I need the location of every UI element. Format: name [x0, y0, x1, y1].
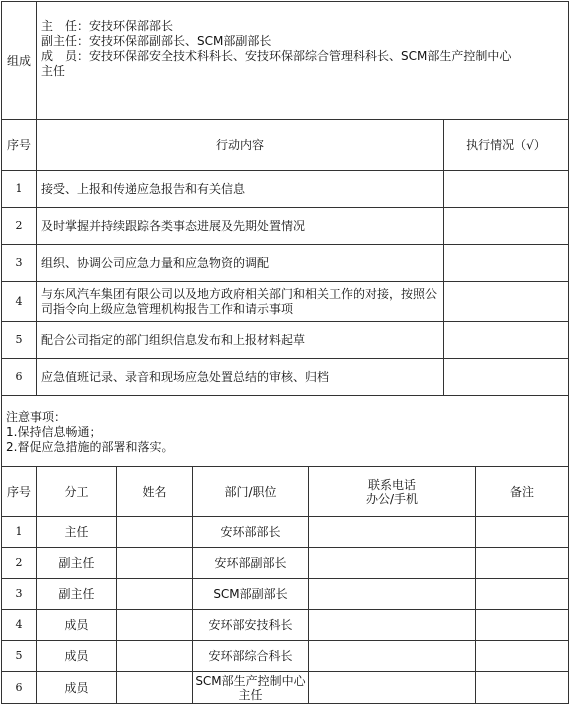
table-row [2, 548, 569, 579]
contacts-remark-header: 备注 [476, 467, 569, 517]
action-status-cell[interactable] [444, 282, 569, 322]
action-seq: 5 [2, 322, 37, 359]
contact-phone-cell[interactable] [309, 579, 476, 610]
contact-role: 副主任 [37, 548, 117, 579]
table-row [2, 672, 569, 704]
action-content: 与东风汽车集团有限公司以及地方政府相关部门和相关工作的对接，按照公司指令向上级应急管理机构报告工作和请示事项 [37, 282, 444, 322]
action-seq: 6 [2, 359, 37, 396]
note-item: 2.督促应急措施的部署和落实。 [6, 440, 174, 454]
note-item: 1.保持信息畅通； [6, 425, 102, 439]
contact-seq: 5 [2, 641, 37, 672]
action-status-cell[interactable] [444, 171, 569, 208]
contact-dept: 安环部安技科长 [193, 610, 309, 641]
contact-remark-cell[interactable] [476, 579, 569, 610]
action-status-cell[interactable] [444, 359, 569, 396]
contact-dept: 安环部综合科长 [193, 641, 309, 672]
emergency-response-form [1, 1, 568, 702]
action-seq: 1 [2, 171, 37, 208]
membership-members [37, 2, 569, 120]
contact-name-cell[interactable] [117, 610, 193, 641]
actions-seq-header: 序号 [2, 120, 37, 171]
membership-table [1, 1, 569, 120]
contact-phone-cell[interactable] [309, 672, 476, 704]
action-seq: 2 [2, 208, 37, 245]
table-row [2, 171, 569, 208]
action-content: 应急值班记录、录音和现场应急处置总结的审核、归档 [37, 359, 444, 396]
contact-dept: SCM部副部长 [193, 579, 309, 610]
notes-cell [2, 396, 569, 467]
action-seq: 4 [2, 282, 37, 322]
contact-phone-cell[interactable] [309, 641, 476, 672]
contact-remark-cell[interactable] [476, 672, 569, 704]
action-status-cell[interactable] [444, 208, 569, 245]
contacts-role-header: 分工 [37, 467, 117, 517]
contact-role: 主任 [37, 517, 117, 548]
table-row [2, 517, 569, 548]
actions-header-row [2, 120, 569, 171]
table-row [2, 641, 569, 672]
action-content: 接受、上报和传递应急报告和有关信息 [37, 171, 444, 208]
contact-role: 成员 [37, 610, 117, 641]
contact-phone-cell[interactable] [309, 517, 476, 548]
contact-role: 成员 [37, 672, 117, 704]
contact-seq: 3 [2, 579, 37, 610]
action-content: 配合公司指定的部门组织信息发布和上报材料起草 [37, 322, 444, 359]
membership-label: 组成 [2, 2, 37, 120]
table-row [2, 610, 569, 641]
contact-remark-cell[interactable] [476, 548, 569, 579]
contact-name-cell[interactable] [117, 641, 193, 672]
table-row [2, 359, 569, 396]
contacts-name-header: 姓名 [117, 467, 193, 517]
table-row [2, 322, 569, 359]
contacts-dept-header: 部门/职位 [193, 467, 309, 517]
contact-seq: 6 [2, 672, 37, 704]
contact-dept: SCM部生产控制中心主任 [193, 672, 309, 704]
contacts-seq-header: 序号 [2, 467, 37, 517]
table-row [2, 208, 569, 245]
table-row [2, 282, 569, 322]
contact-seq: 1 [2, 517, 37, 548]
actions-table [1, 119, 569, 396]
contact-dept: 安环部部长 [193, 517, 309, 548]
actions-content-header: 行动内容 [37, 120, 444, 171]
member-staff: 成 员：安技环保部安全技术科科长、安技环保部综合管理科科长、SCM部生产控制中心 [41, 49, 512, 63]
contact-phone-cell[interactable] [309, 548, 476, 579]
contact-name-cell[interactable] [117, 548, 193, 579]
contact-remark-cell[interactable] [476, 641, 569, 672]
table-row [2, 579, 569, 610]
notes-row [2, 396, 569, 467]
membership-row [2, 2, 569, 120]
contacts-table [1, 466, 569, 704]
contact-phone-cell[interactable] [309, 610, 476, 641]
contact-role: 副主任 [37, 579, 117, 610]
contact-remark-cell[interactable] [476, 517, 569, 548]
contact-name-cell[interactable] [117, 517, 193, 548]
contact-remark-cell[interactable] [476, 610, 569, 641]
actions-status-header: 执行情况（√） [444, 120, 569, 171]
table-row [2, 245, 569, 282]
contact-seq: 4 [2, 610, 37, 641]
action-content: 及时掌握并持续跟踪各类事态进展及先期处置情况 [37, 208, 444, 245]
contact-seq: 2 [2, 548, 37, 579]
action-status-cell[interactable] [444, 245, 569, 282]
contact-name-cell[interactable] [117, 579, 193, 610]
member-deputy: 副主任：安技环保部副部长、SCM部副部长 [41, 34, 272, 48]
member-staff-cont: 主任 [41, 64, 66, 78]
action-seq: 3 [2, 245, 37, 282]
notes-table [1, 395, 569, 467]
contacts-header-row [2, 467, 569, 517]
member-director: 主 任：安技环保部部长 [41, 19, 174, 33]
action-status-cell[interactable] [444, 322, 569, 359]
contact-name-cell[interactable] [117, 672, 193, 704]
contact-dept: 安环部副部长 [193, 548, 309, 579]
contact-role: 成员 [37, 641, 117, 672]
notes-title: 注意事项： [6, 410, 67, 424]
contacts-phone-header: 联系电话 办公/手机 [309, 467, 476, 517]
action-content: 组织、协调公司应急力量和应急物资的调配 [37, 245, 444, 282]
